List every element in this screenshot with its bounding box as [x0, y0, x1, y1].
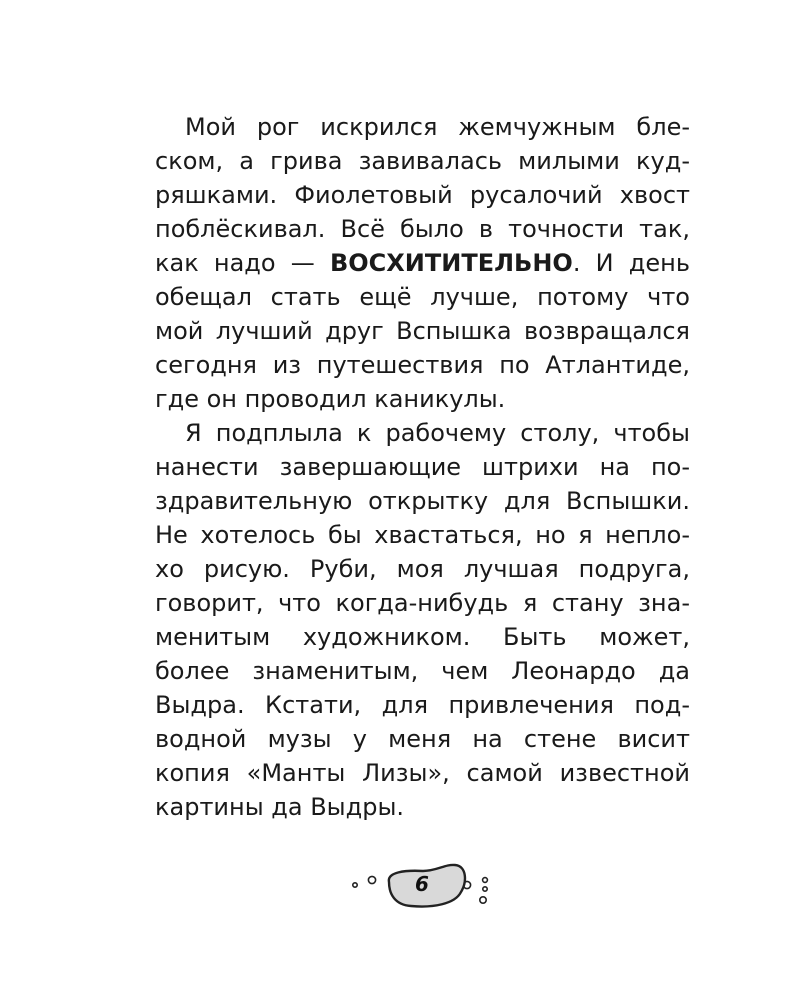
- paragraph-2: [155, 416, 690, 824]
- book-page-text: [155, 110, 690, 824]
- emphasized-word: ВОСХИТИТЕЛЬНО: [329, 249, 573, 277]
- text-segment: . И день: [572, 249, 690, 277]
- text-line: менитым художником. Быть может,: [155, 623, 690, 651]
- text-line-emphasis: [155, 246, 690, 280]
- text-line: водной музы у меня на стене висит: [155, 725, 690, 753]
- text-line: Выдра. Кстати, для привлечения под-: [155, 691, 690, 719]
- text-line: ском, а грива завивалась милыми куд-: [155, 147, 690, 175]
- text-line: поблёскивал. Всё было в точности так,: [155, 215, 690, 243]
- text-segment: как надо —: [155, 249, 330, 277]
- text-line: ряшками. Фиолетовый русалочий хвост: [155, 181, 690, 209]
- text-line: Мой рог искрился жемчужным бле-: [185, 113, 690, 141]
- text-line: картины да Выдры.: [155, 793, 405, 821]
- text-line: мой лучший друг Вспышка возвращался: [155, 317, 690, 345]
- text-line: говорит, что когда-нибудь я стану зна-: [155, 589, 690, 617]
- paragraph-1: [155, 110, 690, 416]
- text-line: более знаменитым, чем Леонардо да: [155, 657, 690, 685]
- text-line: копия «Манты Лизы», самой известной: [155, 759, 690, 787]
- text-line: Я подплыла к рабочему столу, чтобы: [185, 419, 690, 447]
- text-line: где он проводил каникулы.: [155, 385, 506, 413]
- page-number: 6: [415, 872, 429, 896]
- text-line: хо рисую. Руби, моя лучшая подруга,: [155, 555, 690, 583]
- text-line: Не хотелось бы хвастаться, но я непло-: [155, 521, 690, 549]
- text-line: обещал стать ещё лучше, потому что: [155, 283, 690, 311]
- text-line: нанести завершающие штрихи на по-: [155, 453, 690, 481]
- text-line: здравительную открытку для Вспышки.: [155, 487, 690, 515]
- text-line: сегодня из путешествия по Атлантиде,: [155, 351, 690, 379]
